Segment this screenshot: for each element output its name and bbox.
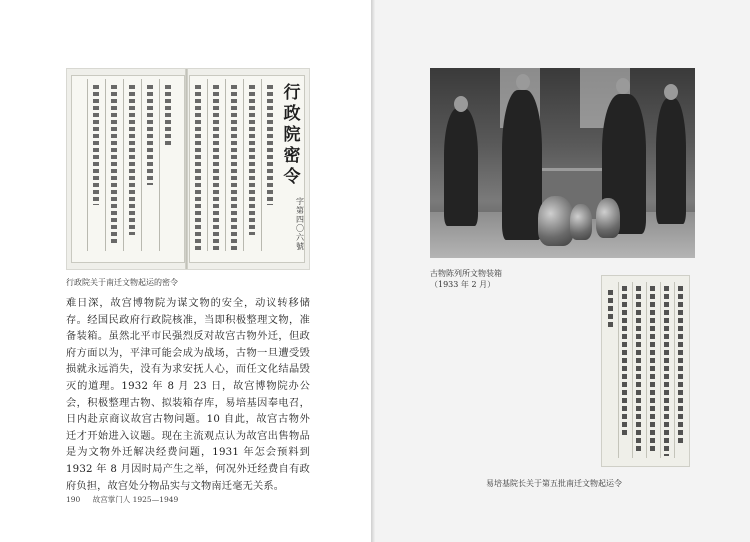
photo-person-head (516, 74, 530, 90)
photo-person-head (664, 84, 678, 100)
decree-rule (87, 79, 88, 251)
photo-jar (596, 198, 620, 238)
running-title: 故宫掌门人 1925—1949 (92, 495, 179, 504)
handwriting-column (111, 85, 117, 245)
photo-person-head (454, 96, 468, 112)
handwriting-column (678, 286, 683, 446)
decree-rule (207, 79, 208, 251)
memo-image (601, 275, 690, 467)
handwriting-column (267, 85, 273, 205)
handwriting-column (147, 85, 153, 185)
photo-person-head (616, 78, 630, 94)
memo-caption: 易培基院长关于第五批南迁文物起运令 (486, 479, 622, 488)
handwriting-column (231, 85, 237, 250)
memo-rule (660, 282, 661, 458)
handwriting-column (195, 85, 201, 250)
handwriting-column (622, 286, 627, 436)
handwriting-column (165, 85, 171, 145)
folio (66, 494, 178, 505)
memo-rule (632, 282, 633, 458)
packing-photo (430, 68, 695, 258)
page-number: 190 (66, 495, 81, 504)
decree-rule (105, 79, 106, 251)
handwriting-column (650, 286, 655, 451)
handwriting-column (93, 85, 99, 205)
handwriting-column (129, 85, 135, 235)
decree-rule (159, 79, 160, 251)
handwriting-column (608, 290, 613, 330)
handwriting-column (664, 286, 669, 456)
photo-person (444, 108, 478, 226)
body-paragraph: 难日深，故宫博物院为谋文物的安全，动议转移储存。经国民政府行政院核准，当即积极整理文物，准备装箱。虽然北平市民强烈反对故宫古物外迁，但政府方面以为，平津可能会成为战场，古物一旦遭受毁损就永远消失，没有为求安抚人心，而任文化结晶毁灭的道理。1932 年 8 月 23 日，故宫博物院办公会，积极整理古物、拟装箱存库，易培基因奉电召，日内赴京商议故宫古物问题。10 自此，故宫古物外迁才开始进入议题。现在主流观点认为故宫出售物品是为文物外迁解决经费问题，1931 年怎会预料到 1932 年 8 月因时局产生之举，何况外迁经费自有政府负担，故宫处分物品实与文物南迁毫无关系。 (66, 298, 310, 492)
photo-jar (570, 204, 592, 240)
decree-image (66, 68, 310, 270)
decree-caption: 行政院关于南迁文物起运的密令 (66, 278, 178, 287)
decree-rule (243, 79, 244, 251)
handwriting-column (249, 85, 255, 235)
decree-rule (141, 79, 142, 251)
handwriting-column (636, 286, 641, 454)
photo-caption (430, 268, 502, 290)
decree-title: 行政院密令 (283, 83, 301, 187)
photo-caption-title: 古物陈列所文物装箱 (430, 269, 502, 278)
memo-rule (674, 282, 675, 458)
photo-caption-date: （1933 年 2 月） (430, 280, 496, 289)
memo-rule (618, 282, 619, 458)
decree-rule (123, 79, 124, 251)
memo-rule (646, 282, 647, 458)
photo-person (656, 98, 686, 224)
handwriting-column (213, 85, 219, 250)
decree-rule (225, 79, 226, 251)
decree-rule (261, 79, 262, 251)
photo-person (502, 90, 542, 240)
decree-serial: 字第 四〇六 號 (296, 197, 304, 251)
decree-fold (185, 69, 188, 269)
photo-jar (538, 196, 574, 246)
